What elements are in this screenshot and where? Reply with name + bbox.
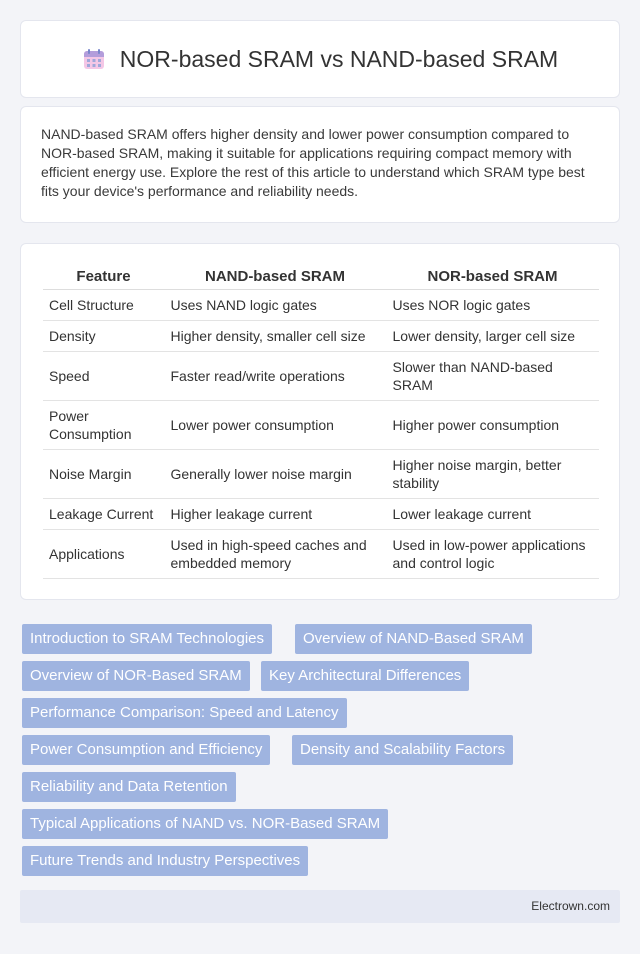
topic-tag-performance[interactable]: Performance Comparison: Speed and Latency (22, 698, 347, 728)
topic-tag-applications[interactable]: Typical Applications of NAND vs. NOR-Based SRAM (22, 809, 388, 839)
table-cell: Lower power consumption (164, 401, 386, 450)
table-cell: Speed (43, 352, 164, 401)
table-row (43, 450, 599, 499)
table-cell: Lower leakage current (386, 499, 599, 530)
footer-source[interactable]: Electrown.com (531, 899, 610, 913)
footer (20, 890, 620, 923)
header-nand: NAND-based SRAM (164, 262, 386, 290)
topic-tag-future-trends[interactable]: Future Trends and Industry Perspectives (22, 846, 308, 876)
calendar-icon (82, 47, 106, 71)
table-cell: Uses NAND logic gates (164, 290, 386, 321)
topic-tag-reliability[interactable]: Reliability and Data Retention (22, 772, 236, 802)
intro-text: NAND-based SRAM offers higher density and lower power consumption compared to NOR-based SRAM, making it suitable for applications requiring compact memory with efficient energy use. Explore the rest of this article to understand which SRAM type best fits your device's performance and reliability needs. (41, 126, 585, 199)
topic-tag-nor-overview[interactable]: Overview of NOR-Based SRAM (22, 661, 250, 691)
topic-tag-power[interactable]: Power Consumption and Efficiency (22, 735, 270, 765)
table-cell: Leakage Current (43, 499, 164, 530)
table-cell: Generally lower noise margin (164, 450, 386, 499)
table-cell: Used in low-power applications and control logic (386, 530, 599, 579)
title-card (20, 20, 620, 98)
topic-tag-density[interactable]: Density and Scalability Factors (292, 735, 513, 765)
table-cell: Used in high-speed caches and embedded memory (164, 530, 386, 579)
table-row (43, 530, 599, 579)
table-row (43, 499, 599, 530)
table-cell: Faster read/write operations (164, 352, 386, 401)
header-nor: NOR-based SRAM (386, 262, 599, 290)
table-row (43, 290, 599, 321)
table-cell: Uses NOR logic gates (386, 290, 599, 321)
topic-tag-nand-overview[interactable]: Overview of NAND-Based SRAM (295, 624, 532, 654)
table-cell: Slower than NAND-based SRAM (386, 352, 599, 401)
table-cell: Higher density, smaller cell size (164, 321, 386, 352)
table-row (43, 352, 599, 401)
table-cell: Lower density, larger cell size (386, 321, 599, 352)
table-cell: Noise Margin (43, 450, 164, 499)
intro-card (20, 106, 620, 223)
table-header-row (43, 262, 599, 290)
table-cell: Higher power consumption (386, 401, 599, 450)
comparison-table (43, 262, 599, 579)
table-cell: Cell Structure (43, 290, 164, 321)
table-row (43, 401, 599, 450)
table-row (43, 321, 599, 352)
comparison-table-card (20, 243, 620, 600)
topic-tag-introduction[interactable]: Introduction to SRAM Technologies (22, 624, 272, 654)
table-cell: Applications (43, 530, 164, 579)
table-cell: Higher leakage current (164, 499, 386, 530)
page-title: NOR-based SRAM vs NAND-based SRAM (119, 45, 559, 72)
table-cell: Higher noise margin, better stability (386, 450, 599, 499)
table-cell: Density (43, 321, 164, 352)
topic-tag-architectural-differences[interactable]: Key Architectural Differences (261, 661, 469, 691)
header-feature: Feature (43, 262, 164, 290)
table-cell: Power Consumption (43, 401, 164, 450)
